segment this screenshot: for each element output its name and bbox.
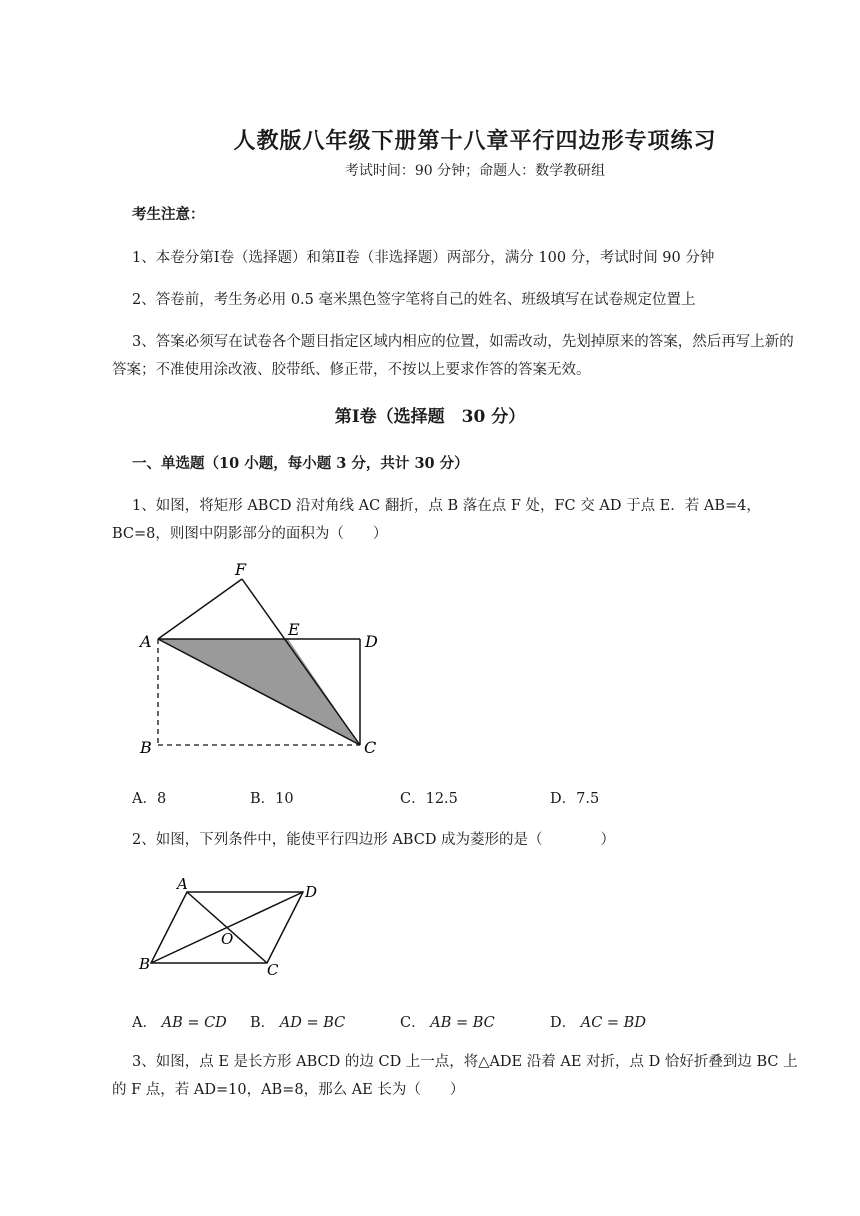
question-2-option-c[interactable]: C． AB = BC <box>400 1015 495 1031</box>
question-1-option-b[interactable]: B．10 <box>250 791 294 807</box>
label-b: B <box>140 738 152 757</box>
label-c: C <box>267 961 279 979</box>
page-title: 人教版八年级下册第十八章平行四边形专项练习 <box>233 128 717 154</box>
question-1-option-c[interactable]: C．12.5 <box>400 791 458 807</box>
question-1-option-a[interactable]: A．8 <box>132 791 167 807</box>
label-b: B <box>139 955 151 973</box>
question-2-option-a[interactable]: A． AB = CD <box>132 1015 227 1031</box>
notice-item-3: 3、答案必须写在试卷各个题目指定区域内相应的位置，如需改动，先划掉原来的答案，然后再写上新的答案；不准使用涂改液、胶带纸、修正带，不按以上要求作答的答案无效。 <box>112 334 794 378</box>
question-3-text: 3、如图，点 E 是长方形 ABCD 的边 CD 上一点，将△ADE 沿着 AE 对折，点 D 恰好折叠到边 BC 上的 F 点，若 AD=10，AB=8，那么 AE 长为（ ） <box>112 1054 798 1098</box>
label-d: D <box>365 632 378 651</box>
question-2-figure <box>135 875 335 980</box>
label-d: D <box>305 883 318 901</box>
label-a: A <box>177 875 188 893</box>
label-e: E <box>288 620 300 639</box>
notice-item-2: 2、答卷前，考生务必用 0.5 毫米黑色签字笔将自己的姓名、班级填写在试卷规定位置上 <box>132 292 696 308</box>
question-1-text: 1、如图，将矩形 ABCD 沿对角线 AC 翻折，点 B 落在点 F 处，FC 交 AD 于点 E．若 AB=4，BC=8，则图中阴影部分的面积为（ ） <box>112 498 761 542</box>
label-a: A <box>140 632 152 651</box>
label-c: C <box>364 738 377 757</box>
exam-info: 考试时间：90 分钟；命题人：数学教研组 <box>344 163 606 179</box>
notice-item-1: 1、本卷分第Ⅰ卷（选择题）和第Ⅱ卷（非选择题）两部分，满分 100 分，考试时间 90 分钟 <box>132 250 715 266</box>
notice-heading: 考生注意： <box>132 206 205 223</box>
question-2-option-d[interactable]: D． AC = BD <box>550 1015 646 1031</box>
label-f: F <box>235 560 247 579</box>
label-o: O <box>221 930 234 948</box>
question-1-option-d[interactable]: D．7.5 <box>550 791 600 807</box>
question-type-heading: 一、单选题（10 小题，每小题 3 分，共计 30 分） <box>132 455 469 472</box>
segment-af <box>158 579 242 639</box>
question-1-figure <box>130 555 390 765</box>
question-2-text: 2、如图，下列条件中，能使平行四边形 ABCD 成为菱形的是（ ） <box>132 832 616 848</box>
section-title: 第Ⅰ卷（选择题 30 分） <box>334 407 526 427</box>
question-2-option-b[interactable]: B． AD = BC <box>250 1015 346 1031</box>
diagonal-bd <box>151 892 303 963</box>
